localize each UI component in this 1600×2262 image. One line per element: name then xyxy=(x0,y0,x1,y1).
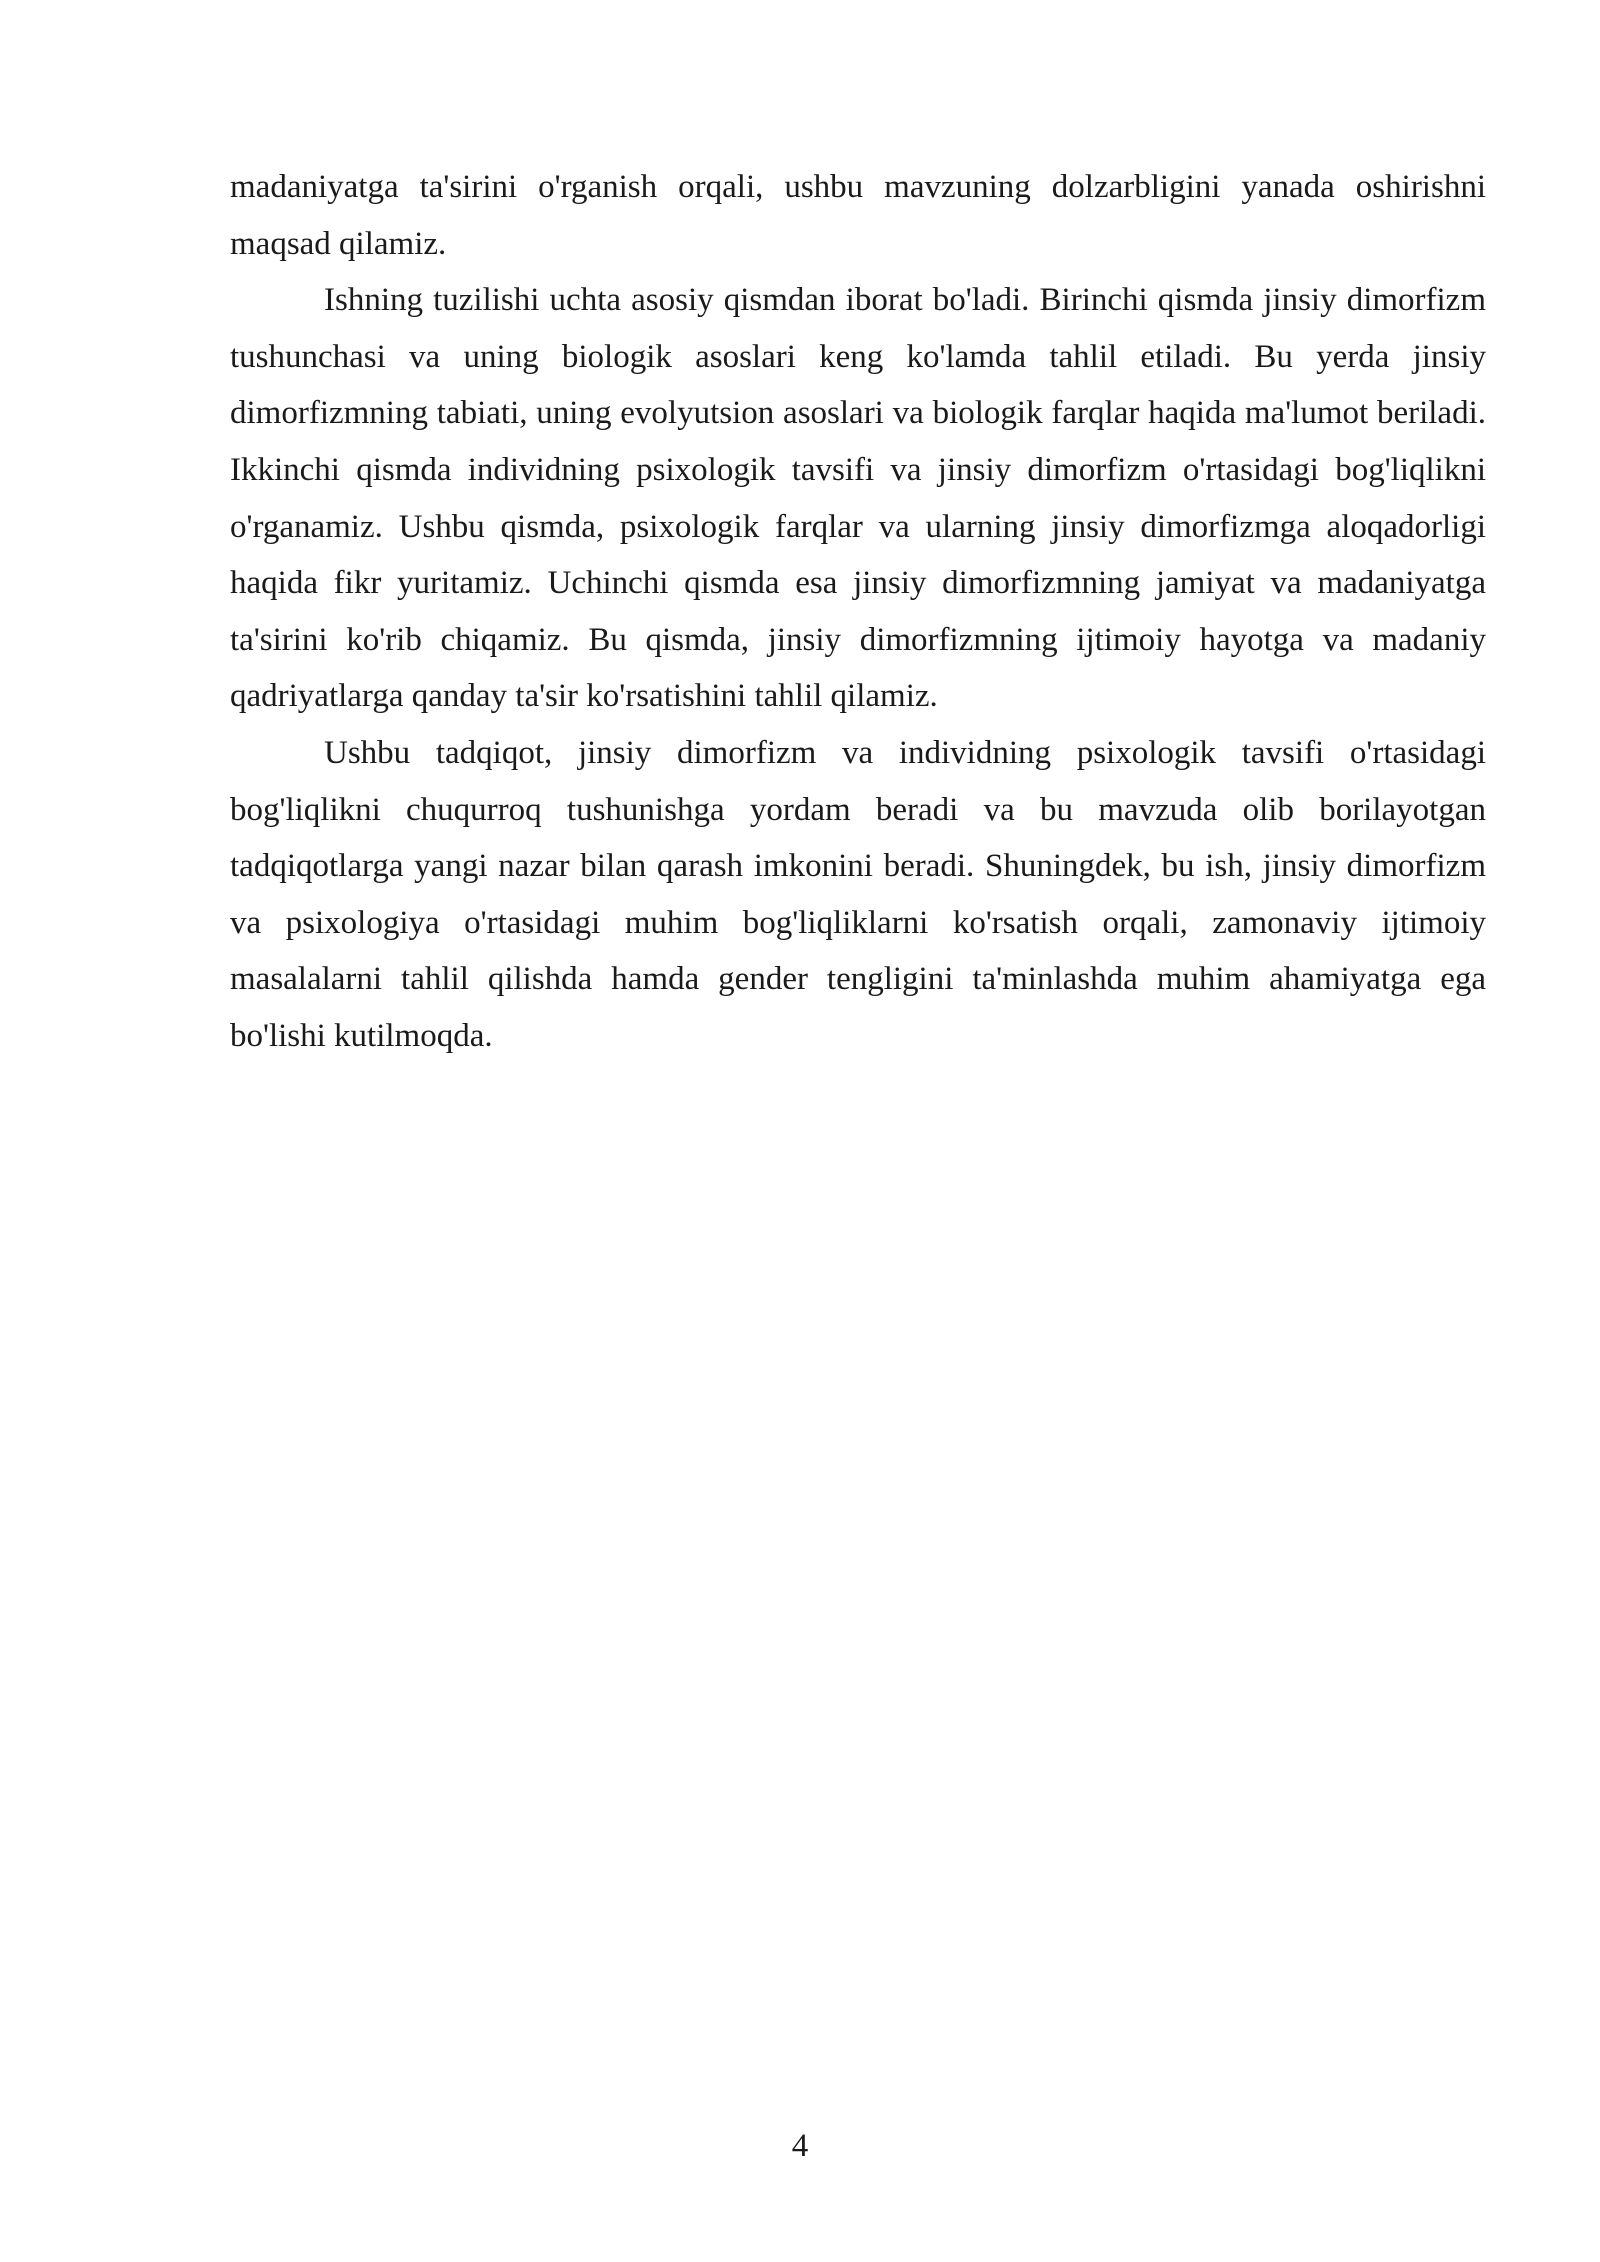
paragraph-continuation: madaniyatga ta'sirini o'rganish orqali, ushbu mavzuning dolzarbligini yanada oshirishni maqsad qilamiz. xyxy=(230,169,1486,262)
page-number: 4 xyxy=(791,2128,809,2164)
paragraph-structure: Ishning tuzilishi uchta asosiy qismdan iborat bo'ladi. Birinchi qismda jinsiy dimorfizm tushunchasi va uning biologik asoslari keng ko'lamda tahlil etiladi. Bu yerda jinsiy dimorfizmning tabiati, uning evolyutsion asoslari va biologik farqlar haqida ma'lumot beriladi. Ikkinchi qismda individning psixologik tavsifi va jinsiy dimorfizm o'rtasidagi bog'liqlikni o'rganamiz. Ushbu qismda, psixologik farqlar va ularning jinsiy dimorfizmga aloqadorligi haqida fikr yuritamiz. Uchinchi qismda esa jinsiy dimorfizmning jamiyat va madaniyatga ta'sirini ko'rib chiqamiz. Bu qismda, jinsiy dimorfizmning ijtimoiy hayotga va madaniy qadriyatlarga qanday ta'sir ko'rsatishini tahlil qilamiz. xyxy=(230,282,1486,715)
paragraph-conclusion: Ushbu tadqiqot, jinsiy dimorfizm va individning psixologik tavsifi o'rtasidagi bog'liqlikni chuqurroq tushunishga yordam beradi va bu mavzuda olib borilayotgan tadqiqotlarga yangi nazar bilan qarash imkonini beradi. Shuningdek, bu ish, jinsiy dimorfizm va psixologiya o'rtasidagi muhim bog'liqliklarni ko'rsatish orqali, zamonaviy ijtimoiy masalalarni tahlil qilishda hamda gender tengligini ta'minlashda muhim ahamiyatga ega bo'lishi kutilmoqda. xyxy=(230,734,1486,1054)
body-text xyxy=(230,159,1486,1065)
